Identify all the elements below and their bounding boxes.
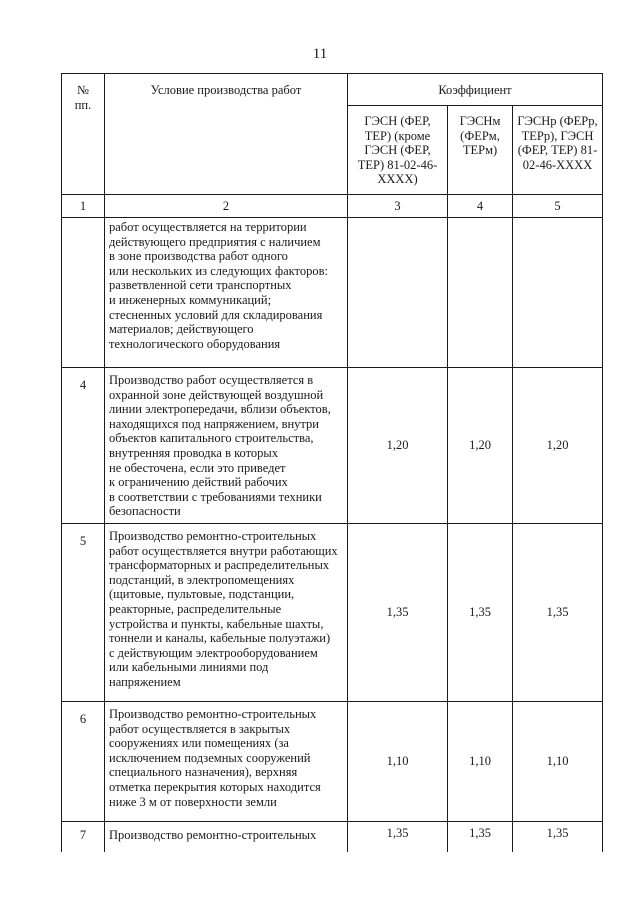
row-condition: Производство ремонтно-строительных работ осуществляется в закрытых сооружениях или помещениях (за исключением подземных сооружений специального назначения), верхняя отметка перекрытия которых находится ниже 3 м от поверхности земли: [105, 702, 348, 822]
page-number: 11: [312, 46, 328, 62]
row-num: 5: [62, 524, 105, 702]
index-2: 2: [105, 195, 348, 218]
row-value-gesnr: [513, 218, 603, 368]
row-value-gesn: [348, 218, 448, 368]
header-gesnr: ГЭСНр (ФЕРр, ТЕРр), ГЭСН (ФЕР, ТЕР) 81- 02-46-XXXX: [513, 106, 603, 195]
table-index-row: [62, 195, 603, 218]
row-value-gesnr: 1,35: [513, 524, 603, 702]
row-value-gesnr: 1,10: [513, 702, 603, 822]
table-row: [62, 218, 603, 368]
row-value-gesnm: 1,35: [448, 822, 513, 852]
row-num: 4: [62, 368, 105, 524]
row-value-gesnr: 1,35: [513, 822, 603, 852]
row-value-gesn: 1,10: [348, 702, 448, 822]
header-coefficient: Коэффициент: [348, 74, 603, 106]
row-value-gesn: 1,20: [348, 368, 448, 524]
index-4: 4: [448, 195, 513, 218]
row-value-gesnr: 1,20: [513, 368, 603, 524]
table-row: [62, 524, 603, 702]
table-header-row: [62, 74, 603, 106]
row-value-gesnm: 1,10: [448, 702, 513, 822]
row-num: 6: [62, 702, 105, 822]
row-value-gesn: 1,35: [348, 822, 448, 852]
row-condition: работ осуществляется на территории действующего предприятия с наличием в зоне производства работ одного или нескольких из следующих факторов: разветвленной сети транспортных и инженерных коммуникаций; стесненных условий для складирования материалов; действующего технологического оборудования: [105, 218, 348, 368]
row-condition: Производство работ осуществляется в охранной зоне действующей воздушной линии электропередачи, вблизи объектов, находящихся под напряжением, внутри объектов капитального строительства, внутренняя проводка в которых не обесточена, если это приведет к ограничению действий рабочих в соответствии с требованиями техники безопасности: [105, 368, 348, 524]
header-gesnm: ГЭСНм (ФЕРм, ТЕРм): [448, 106, 513, 195]
row-condition: Производство ремонтно-строительных работ осуществляется внутри работающих трансформаторных и распределительных подстанций, в электропомещениях (щитовые, пультовые, подстанции, реакторные, распределительные устройства и пункты, кабельные шахты, тоннели и каналы, кабельные полуэтажи) с действующим электрооборудованием или кабельными линиями под напряжением: [105, 524, 348, 702]
coefficients-table: [61, 73, 603, 852]
row-condition: Производство ремонтно-строительных: [105, 822, 348, 852]
row-value-gesnm: 1,35: [448, 524, 513, 702]
index-5: 5: [513, 195, 603, 218]
row-num: [62, 218, 105, 368]
table-row: [62, 822, 603, 852]
index-1: 1: [62, 195, 105, 218]
index-3: 3: [348, 195, 448, 218]
table-row: [62, 368, 603, 524]
header-condition: Условие производства работ: [105, 74, 348, 195]
row-num: 7: [62, 822, 105, 852]
header-gesn: ГЭСН (ФЕР, ТЕР) (кроме ГЭСН (ФЕР, ТЕР) 81-02-46- XXXX): [348, 106, 448, 195]
header-num: № пп.: [62, 74, 105, 195]
table-row: [62, 702, 603, 822]
row-value-gesn: 1,35: [348, 524, 448, 702]
row-value-gesnm: 1,20: [448, 368, 513, 524]
row-value-gesnm: [448, 218, 513, 368]
